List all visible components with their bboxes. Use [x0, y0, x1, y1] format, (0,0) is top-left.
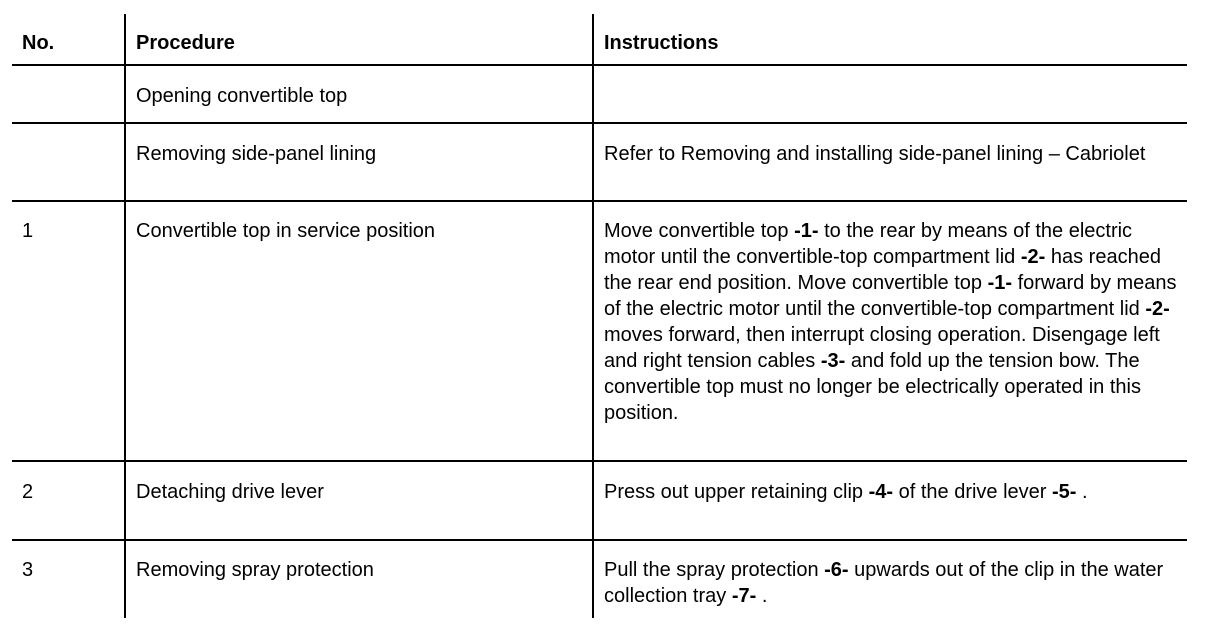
- part-reference: -1-: [987, 272, 1013, 294]
- instruction-text: .: [1076, 481, 1088, 503]
- part-reference: -4-: [868, 481, 894, 503]
- instruction-text: Press out upper retaining clip: [604, 481, 869, 503]
- row-divider: [12, 539, 1187, 541]
- row-divider: [12, 122, 1187, 124]
- header-instructions: Instructions: [604, 32, 719, 54]
- instructions-cell: [604, 218, 1184, 426]
- part-reference: -2-: [1020, 246, 1046, 268]
- instruction-text: forward by means of the electric motor until the convertible-top compartment lid: [604, 272, 1177, 320]
- instructions-cell: [604, 141, 1164, 167]
- instruction-text: Refer to Removing and installing side-panel lining – Cabriolet: [604, 143, 1146, 165]
- instruction-text: to the rear by means of the electric motor until the convertible-top compartment lid: [604, 220, 1133, 268]
- instruction-text: of the drive lever: [893, 481, 1053, 503]
- instructions-cell: [604, 557, 1184, 609]
- part-reference: -7-: [731, 585, 757, 607]
- column-divider: [124, 14, 126, 618]
- part-reference: -1-: [794, 220, 819, 242]
- header-procedure: Procedure: [136, 32, 235, 54]
- part-reference: -6-: [824, 559, 849, 581]
- part-reference: -2-: [1145, 298, 1170, 320]
- part-reference: -5-: [1052, 481, 1077, 503]
- row-number: 3: [22, 559, 34, 581]
- instruction-text: Move convertible top: [604, 220, 795, 242]
- instruction-text: upwards out of the clip in the water collection tray: [604, 559, 1164, 607]
- procedure-cell: Removing spray protection: [136, 559, 374, 581]
- column-divider: [592, 14, 594, 618]
- row-divider: [12, 200, 1187, 202]
- procedure-cell: Opening convertible top: [136, 85, 348, 107]
- row-number: 1: [22, 220, 34, 242]
- part-reference: -3-: [820, 350, 846, 372]
- procedure-cell: Convertible top in service position: [136, 220, 436, 242]
- instruction-text: moves forward, then interrupt closing operation. Disengage left and right tension cables: [604, 324, 1160, 372]
- instruction-text: Pull the spray protection: [604, 559, 825, 581]
- procedure-cell: Detaching drive lever: [136, 481, 324, 503]
- instruction-text: and fold up the tension bow. The convertible top must no longer be electrically operated in this position.: [604, 350, 1141, 424]
- header-divider: [12, 64, 1187, 66]
- header-no: No.: [22, 32, 55, 54]
- instruction-text: .: [756, 585, 768, 607]
- row-divider: [12, 460, 1187, 462]
- instruction-text: has reached the rear end position. Move convertible top: [604, 246, 1161, 294]
- instructions-cell: [604, 479, 1184, 505]
- row-number: 2: [22, 481, 34, 503]
- procedure-cell: Removing side-panel lining: [136, 143, 377, 165]
